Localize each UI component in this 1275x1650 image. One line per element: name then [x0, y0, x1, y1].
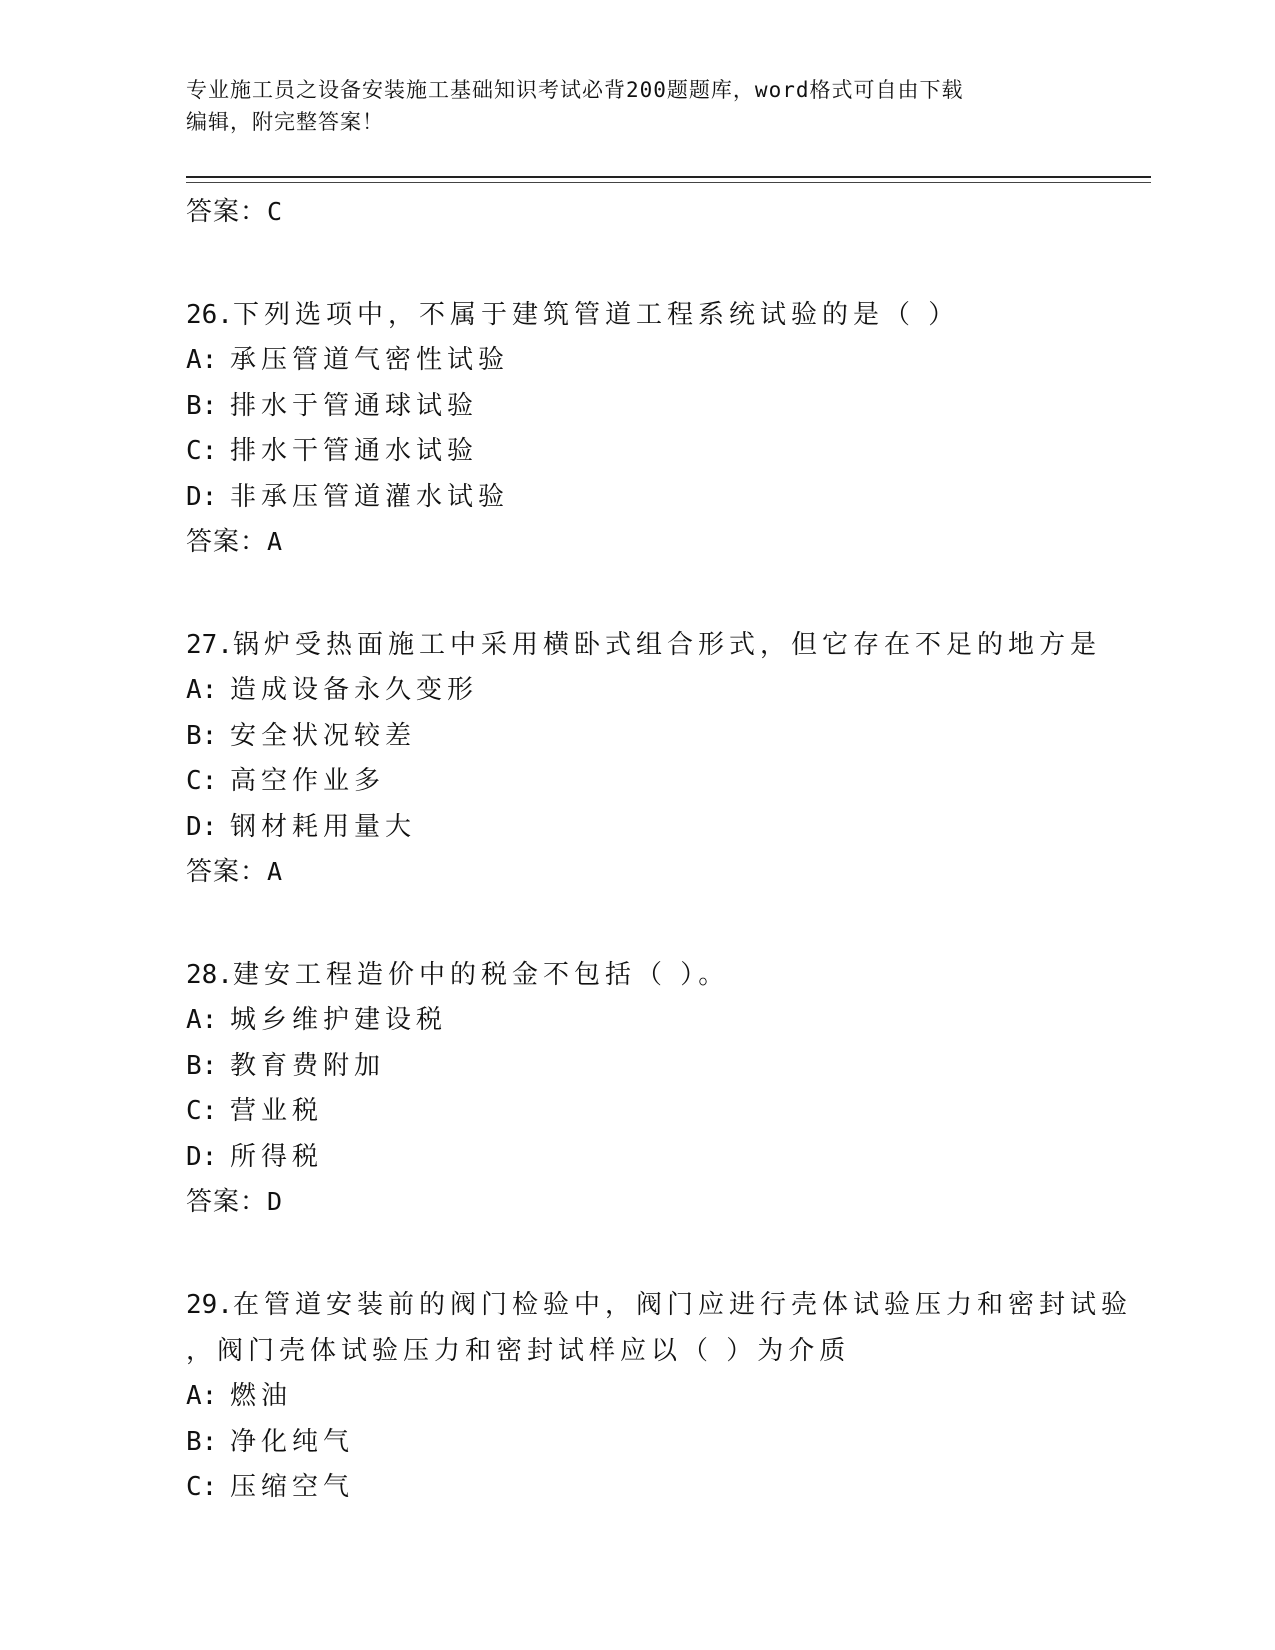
option-label: A:	[186, 675, 218, 705]
option-a	[186, 1374, 1151, 1420]
question-stem: 下列选项中，不属于建筑管道工程系统试验的是（ ）	[232, 300, 960, 330]
option-label: D:	[186, 1141, 218, 1172]
option-label: D:	[186, 481, 218, 512]
option-text: 高空作业多	[230, 766, 386, 796]
question-27	[186, 622, 1151, 892]
option-text: 安全状况较差	[230, 720, 417, 751]
option-b	[186, 1044, 1151, 1090]
question-number: 29.	[186, 1290, 233, 1320]
question-29	[186, 1282, 1151, 1511]
option-b	[186, 714, 1151, 760]
option-b	[186, 384, 1151, 430]
option-label: A:	[186, 345, 218, 375]
answer-line	[186, 852, 1151, 892]
option-d	[186, 475, 1151, 521]
option-label: B:	[186, 1426, 218, 1457]
header-divider-thick	[186, 176, 1151, 178]
question-text	[186, 1282, 1151, 1328]
option-text: 燃油	[230, 1381, 293, 1411]
question-stem: 锅炉受热面施工中采用横卧式组合形式，但它存在不足的地方是	[232, 630, 1101, 660]
question-text	[186, 292, 1151, 338]
option-text: 非承压管道灌水试验	[230, 481, 510, 512]
header-divider-thin	[186, 182, 1151, 183]
option-label: C:	[186, 1472, 218, 1502]
question-26	[186, 292, 1151, 562]
question-number: 27.	[186, 630, 233, 660]
option-text: 城乡维护建设税	[230, 1005, 448, 1035]
header-line-2: 编辑，附完整答案！	[186, 110, 384, 134]
option-label: D:	[186, 811, 218, 842]
option-d	[186, 805, 1151, 851]
question-stem: 在管道安装前的阀门检验中，阀门应进行壳体试验压力和密封试验	[232, 1290, 1132, 1320]
answer-value: D	[267, 1187, 284, 1216]
question-list	[186, 190, 1151, 1511]
answer-line-25	[186, 192, 1151, 232]
option-label: C:	[186, 436, 218, 466]
option-label: B:	[186, 720, 218, 751]
answer-label: 答案：	[186, 1187, 268, 1217]
option-label: B:	[186, 1050, 218, 1081]
option-text: 排水干管通水试验	[230, 436, 479, 466]
option-a	[186, 668, 1151, 714]
option-c	[186, 1089, 1151, 1135]
option-text: 教育费附加	[230, 1050, 386, 1081]
question-28	[186, 952, 1151, 1222]
option-c	[186, 759, 1151, 805]
option-text: 承压管道气密性试验	[230, 345, 510, 375]
option-label: A:	[186, 1005, 218, 1035]
option-text: 压缩空气	[230, 1472, 355, 1502]
option-a	[186, 338, 1151, 384]
option-text: 排水于管通球试验	[230, 390, 479, 421]
option-a	[186, 998, 1151, 1044]
option-c	[186, 429, 1151, 475]
option-text: 造成设备永久变形	[230, 675, 479, 705]
question-number: 28.	[186, 960, 233, 990]
option-label: C:	[186, 1096, 218, 1126]
answer-line	[186, 1182, 1151, 1222]
document-header	[186, 74, 1066, 138]
question-number: 26.	[186, 300, 233, 330]
option-b	[186, 1420, 1151, 1466]
option-label: B:	[186, 390, 218, 421]
answer-label: 答案：	[186, 197, 268, 227]
answer-line	[186, 522, 1151, 562]
question-text-continued: ，阀门壳体试验压力和密封试样应以（ ）为介质	[186, 1336, 851, 1366]
option-d	[186, 1135, 1151, 1181]
option-text: 营业税	[230, 1096, 324, 1126]
option-text: 所得税	[230, 1141, 324, 1172]
answer-value: C	[267, 197, 284, 226]
answer-value: A	[267, 857, 284, 886]
question-stem: 建安工程造价中的税金不包括（ ）。	[232, 960, 730, 990]
option-label: A:	[186, 1381, 218, 1411]
question-text	[186, 622, 1151, 668]
option-text: 钢材耗用量大	[230, 811, 417, 842]
option-label: C:	[186, 766, 218, 796]
answer-label: 答案：	[186, 857, 268, 887]
option-c	[186, 1465, 1151, 1511]
option-text: 净化纯气	[230, 1426, 355, 1457]
header-line-1: 专业施工员之设备安装施工基础知识考试必背200题题库，word格式可自由下载	[186, 78, 964, 102]
answer-value: A	[267, 527, 284, 556]
question-text	[186, 952, 1151, 998]
answer-label: 答案：	[186, 527, 268, 557]
